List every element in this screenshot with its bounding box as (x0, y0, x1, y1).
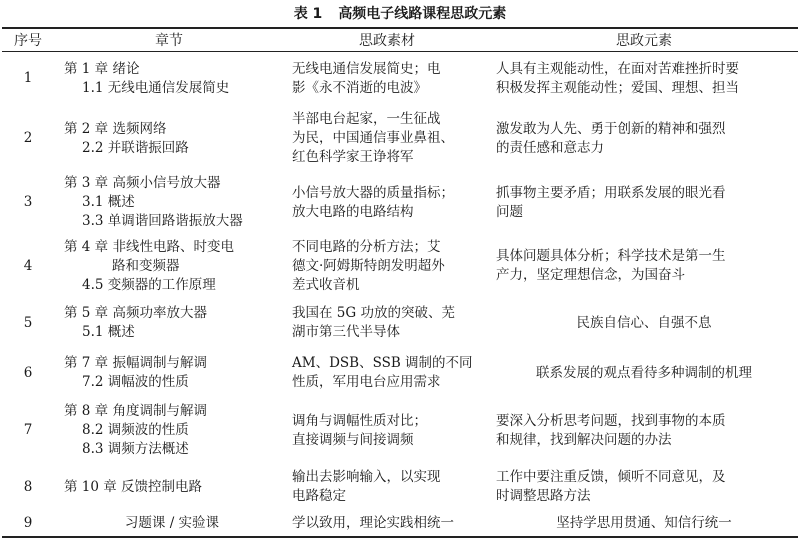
section-line: 1.1 无线电通信发展简史 (82, 79, 230, 96)
table-number: 表 1 (293, 6, 323, 22)
row-chapter (54, 52, 284, 106)
row-no: 8 (23, 478, 33, 495)
row-chapter (54, 348, 284, 399)
row-no: 9 (23, 515, 33, 531)
section-line: 7.2 调幅波的性质 (82, 374, 189, 390)
row-no: 6 (23, 364, 33, 381)
row-element (490, 348, 798, 399)
element-line: 抓事物主要矛盾；用联系发展的眼光看 (496, 184, 726, 201)
table-row (2, 106, 798, 172)
row-element (490, 106, 798, 172)
row-material (284, 348, 490, 399)
table-header-row (2, 28, 798, 52)
row-material (284, 52, 490, 106)
material-line: 德文·阿姆斯特朗发明超外 (292, 257, 445, 274)
element-line: 问题 (496, 203, 523, 220)
element-line: 坚持学思用贯通、知信行统一 (556, 515, 732, 531)
material-line: 学以致用，理论实践相统一 (292, 515, 454, 531)
chapter-line: 第 1 章 绪论 (64, 60, 140, 77)
chapter-line: 第 3 章 高频小信号放大器 (64, 175, 221, 191)
chapter-line: 第 2 章 选频网络 (64, 120, 167, 137)
material-line: 小信号放大器的质量指标； (292, 184, 454, 201)
row-material (284, 172, 490, 234)
element-line: 民族自信心、自强不息 (576, 314, 712, 331)
section-line: 8.2 调频波的性质 (82, 422, 189, 438)
row-element (490, 234, 798, 299)
material-line: 输出去影响输入，以实现 (292, 469, 441, 485)
row-element (490, 512, 798, 537)
row-element (490, 172, 798, 234)
element-line: 积极发挥主观能动性；爱国、理想、担当 (496, 79, 739, 96)
row-element (490, 52, 798, 106)
table-caption: 高频电子线路课程思政元素 (338, 6, 507, 22)
element-line: 的责任感和意志力 (496, 139, 604, 156)
row-material (284, 399, 490, 463)
table-row (2, 348, 798, 399)
chapter-line: 第 5 章 高频功率放大器 (64, 305, 207, 321)
row-no: 5 (23, 314, 33, 331)
section-line: 8.3 调频方法概述 (82, 441, 189, 457)
chapter-line: 第 10 章 反馈控制电路 (64, 478, 203, 495)
section-line: 5.1 概述 (82, 324, 135, 340)
section-line: 4.5 变频器的工作原理 (82, 276, 216, 293)
row-chapter (54, 512, 284, 537)
header-material: 思政素材 (359, 33, 415, 49)
section-line: 3.3 单调谐回路谐振放大器 (82, 213, 243, 229)
element-line: 人具有主观能动性，在面对苦难挫折时要 (496, 60, 739, 77)
row-no: 2 (23, 130, 33, 146)
table-row (2, 172, 798, 234)
material-line: 调角与调幅性质对比； (292, 412, 427, 429)
element-line: 产力，坚定理想信念，为国奋斗 (496, 267, 685, 283)
material-line: 直接调频与间接调频 (292, 431, 414, 448)
table-row (2, 463, 798, 512)
element-line: 具体问题具体分析；科学技术是第一生 (496, 248, 726, 264)
material-line: 影《永不消逝的电波》 (292, 79, 427, 96)
material-line: 半部电台起家，一生征战 (292, 111, 441, 127)
row-chapter (54, 463, 284, 512)
row-no: 1 (23, 70, 33, 87)
table-row (2, 512, 798, 537)
element-line: 激发敢为人先、勇于创新的精神和强烈 (496, 120, 726, 137)
row-material (284, 512, 490, 537)
element-line: 时调整思路方法 (496, 488, 591, 504)
header-element: 思政元素 (616, 33, 672, 49)
material-line: 性质，军用电台应用需求 (292, 374, 441, 390)
material-line: 放大电路的电路结构 (292, 203, 414, 220)
chapter-line: 习题课 / 实验课 (124, 515, 220, 531)
row-no: 3 (23, 194, 33, 210)
row-no: 4 (23, 257, 33, 274)
material-line: 电路稳定 (292, 488, 346, 504)
table-row (2, 234, 798, 299)
material-line: 红色科学家王诤将军 (292, 149, 414, 165)
row-chapter (54, 399, 284, 463)
material-line: 无线电通信发展简史；电 (292, 60, 441, 77)
row-material (284, 106, 490, 172)
element-line: 联系发展的观点看待多种调制的机理 (536, 364, 752, 381)
row-chapter (54, 234, 284, 299)
material-line: 我国在 5G 功放的突破、芜 (292, 305, 455, 321)
table-title (0, 3, 800, 25)
row-chapter (54, 106, 284, 172)
row-chapter (54, 299, 284, 348)
row-element (490, 463, 798, 512)
material-line: AM、DSB、SSB 调制的不同 (292, 355, 473, 371)
row-element (490, 299, 798, 348)
row-material (284, 299, 490, 348)
material-line: 湖市第三代半导体 (292, 324, 400, 340)
header-chapter: 章节 (155, 33, 183, 49)
chapter-line: 第 7 章 振幅调制与解调 (64, 355, 207, 371)
chapter-line: 第 8 章 角度调制与解调 (64, 403, 207, 419)
element-line: 工作中要注重反馈，倾听不同意见，及 (496, 469, 726, 485)
chapter-line: 第 4 章 非线性电路、时变电 (64, 238, 234, 255)
row-element (490, 399, 798, 463)
section-line: 3.1 概述 (82, 194, 135, 210)
section-line: 2.2 并联谐振回路 (82, 139, 189, 156)
row-material (284, 234, 490, 299)
row-chapter (54, 172, 284, 234)
curriculum-table (2, 27, 798, 538)
element-line: 和规律，找到解决问题的办法 (496, 431, 672, 448)
table-row (2, 52, 798, 106)
table-row (2, 299, 798, 348)
row-material (284, 463, 490, 512)
header-no: 序号 (14, 33, 42, 49)
element-line: 要深入分析思考问题，找到事物的本质 (496, 412, 726, 429)
table-row (2, 399, 798, 463)
material-line: 差式收音机 (292, 276, 360, 293)
chapter-line: 路和变频器 (112, 257, 180, 274)
row-no: 7 (23, 422, 33, 438)
material-line: 为民，中国通信事业鼻祖、 (292, 130, 454, 146)
material-line: 不同电路的分析方法；艾 (292, 238, 441, 255)
